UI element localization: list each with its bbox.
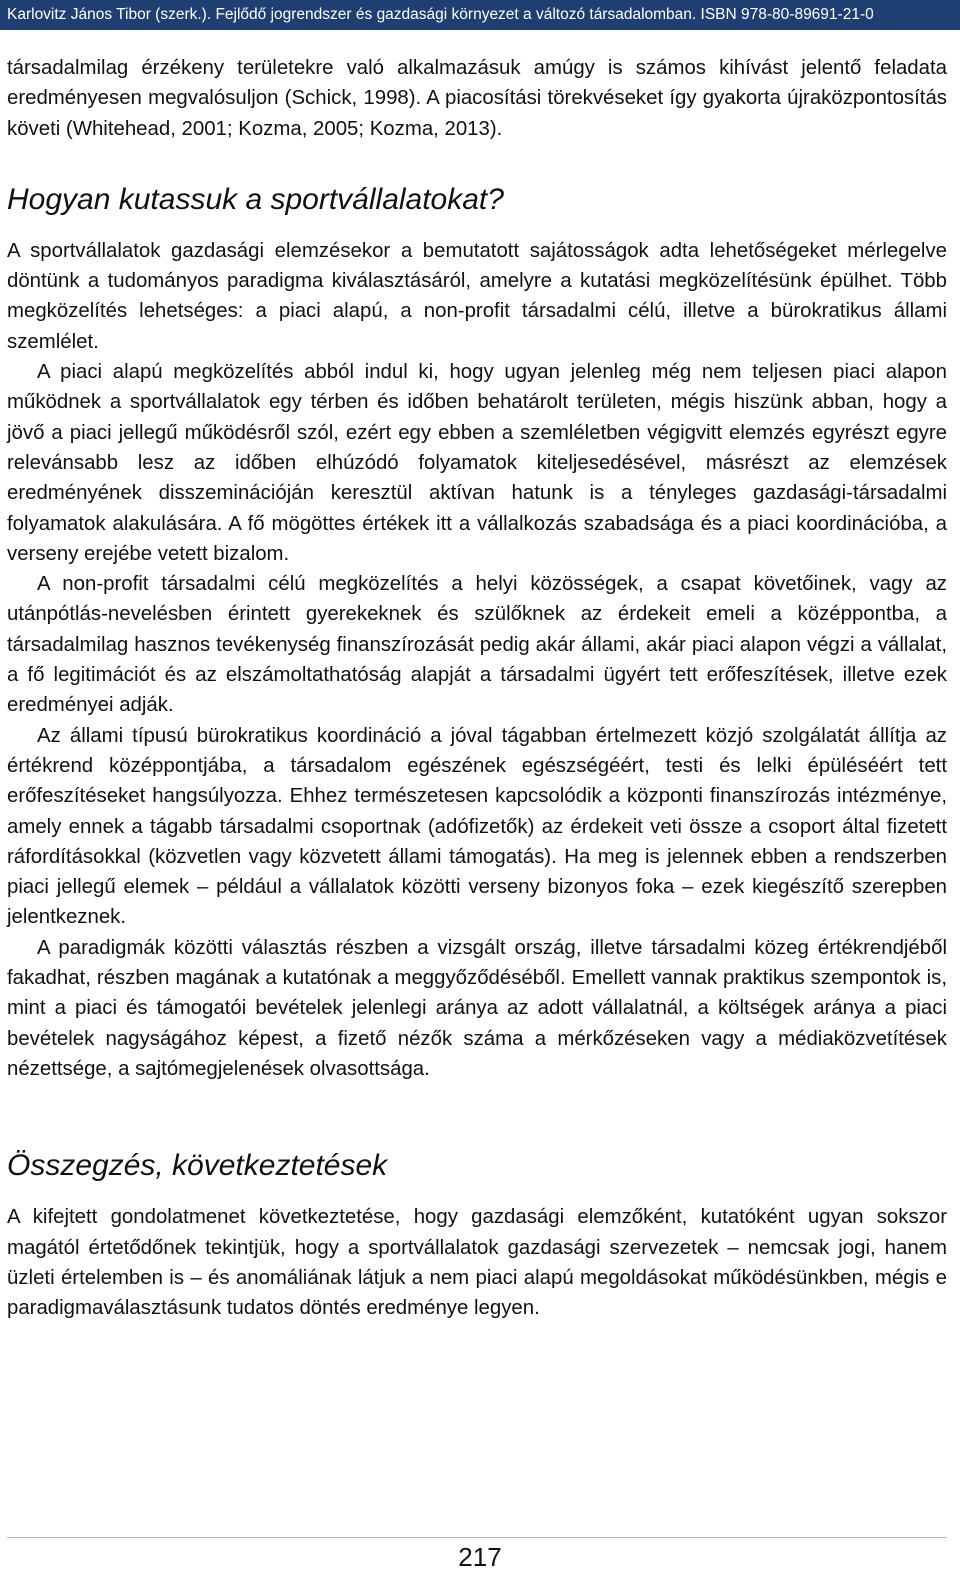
citation-text: Karlovitz János Tibor (szerk.). Fejlődő jogrendszer és gazdasági környezet a változó társadalomban. ISBN 978-80-89691-21-0 [7,6,874,23]
paragraph-conclusion: A kifejtett gondolatmenet következtetése, hogy gazdasági elemzőként, kutatóként ugyan sokszor magától értetődőnek tekintjük, hogy a sportvállalatok gazdasági szervezetek – nemcsak jogi, hanem üzleti értelemben is – és anomáliának látjuk a nem piaci alapú megoldásokat működésünkben, mégis e paradigmaválasztásunk tudatos döntés eredménye legyen. [7,1206,947,1320]
citation-header [0,0,960,30]
paragraph-nonprofit-approach: A non-profit társadalmi célú megközelítés a helyi közösségek, a csapat követőinek, vagy az utánpótlás-nevelésben érintett gyerekeknek és szülőknek az érdekeit emeli a középpontba, a társadalmilag hasznos tevékenység finanszírozását pedig akár állami, akár piaci alapon végzi a vállalat, a fő legitimációt és az elszámoltathatóság alapját a társadalmi ügyért tett erőfeszítések, illetve ezek eredményei adják. [7,573,947,717]
paragraph-state-approach: Az állami típusú bürokratikus koordináció a jóval tágabban értelmezett közjó szolgálatát állítja az értékrend középpontjába, a társadalom egészének egészségéért, testi és lelki épüléséért tett erőfeszítéseket hangsúlyozza. Ehhez természetesen kapcsolódik a központi finanszírozás intézménye, amely ennek a tágabb társadalmi csoportnak (adófizetők) az érdekeit veti össze a csoport által fizetett ráfordításokkal (közvetlen vagy közvetett állami támogatás). Ha meg is jelennek ebben a rendszerben piaci jellegű elemek – például a vállalatok közötti verseny bizonyos foka – ezek kiegészítő szerepben jelentkeznek. [7,724,947,929]
intro-paragraph: társadalmilag érzékeny területekre való alkalmazásuk amúgy is számos kihívást jelentő feladata eredményesen megvalósuljon (Schick, 1998). A piacosítási törekvéseket így gyakorta újraközpontosítás követi (Whitehead, 2001; Kozma, 2005; Kozma, 2013). [7,57,947,140]
footer-divider [7,1537,947,1538]
paragraph-paradigm-choice: A paradigmák közötti választás részben a vizsgált ország, illetve társadalmi közeg értékrendjéből fakadhat, részben magának a kutatónak a meggyőződéséből. Emellett vannak praktikus szempontok is, mint a piaci és támogatói bevételek jelenlegi aránya az adott vállalatnál, a költségek aránya a piaci bevételek nagyságához képest, a fizető nézők száma a mérkőzéseken vagy a médiaközvetítések nézettsége, a sajtómegjelenések olvasottsága. [7,936,947,1080]
section-heading-research: Hogyan kutassuk a sportvállalatokat? [7,182,504,216]
page-number: 217 [458,1542,502,1572]
section-heading-conclusions: Összegzés, következtetések [7,1149,388,1183]
paragraph-approaches: A sportvállalatok gazdasági elemzésekor a bemutatott sajátosságok adta lehetőségeket mérlegelve döntünk a tudományos paradigma kiválasztásáról, amelyre a kutatási megközelítésünk épülhet. Több megközelítés lehetséges: a piaci alapú, a non-profit társadalmi célú, illetve a bürokratikus állami szemlélet. [7,239,947,353]
paragraph-market-approach: A piaci alapú megközelítés abból indul ki, hogy ugyan jelenleg még nem teljesen piaci alapon működnek a sportvállalatok egy térben és időben behatárolt területen, mégis hiszünk abban, hogy a jövő a piaci jellegű működésről szól, ezért egy ebben a szemléletben végigvitt elemzés egyrészt egyre relevánsabb lesz az időben elhúzódó folyamatok kiteljesedésével, másrészt az elemzések eredményének disszeminációján keresztül aktívan hatunk is a tényleges gazdasági-társadalmi folyamatok alakulására. A fő mögöttes értékek itt a vállalkozás szabadsága és a piaci koordinációba, a verseny erejébe vetett bizalom. [7,361,947,565]
page-body [7,53,947,1323]
